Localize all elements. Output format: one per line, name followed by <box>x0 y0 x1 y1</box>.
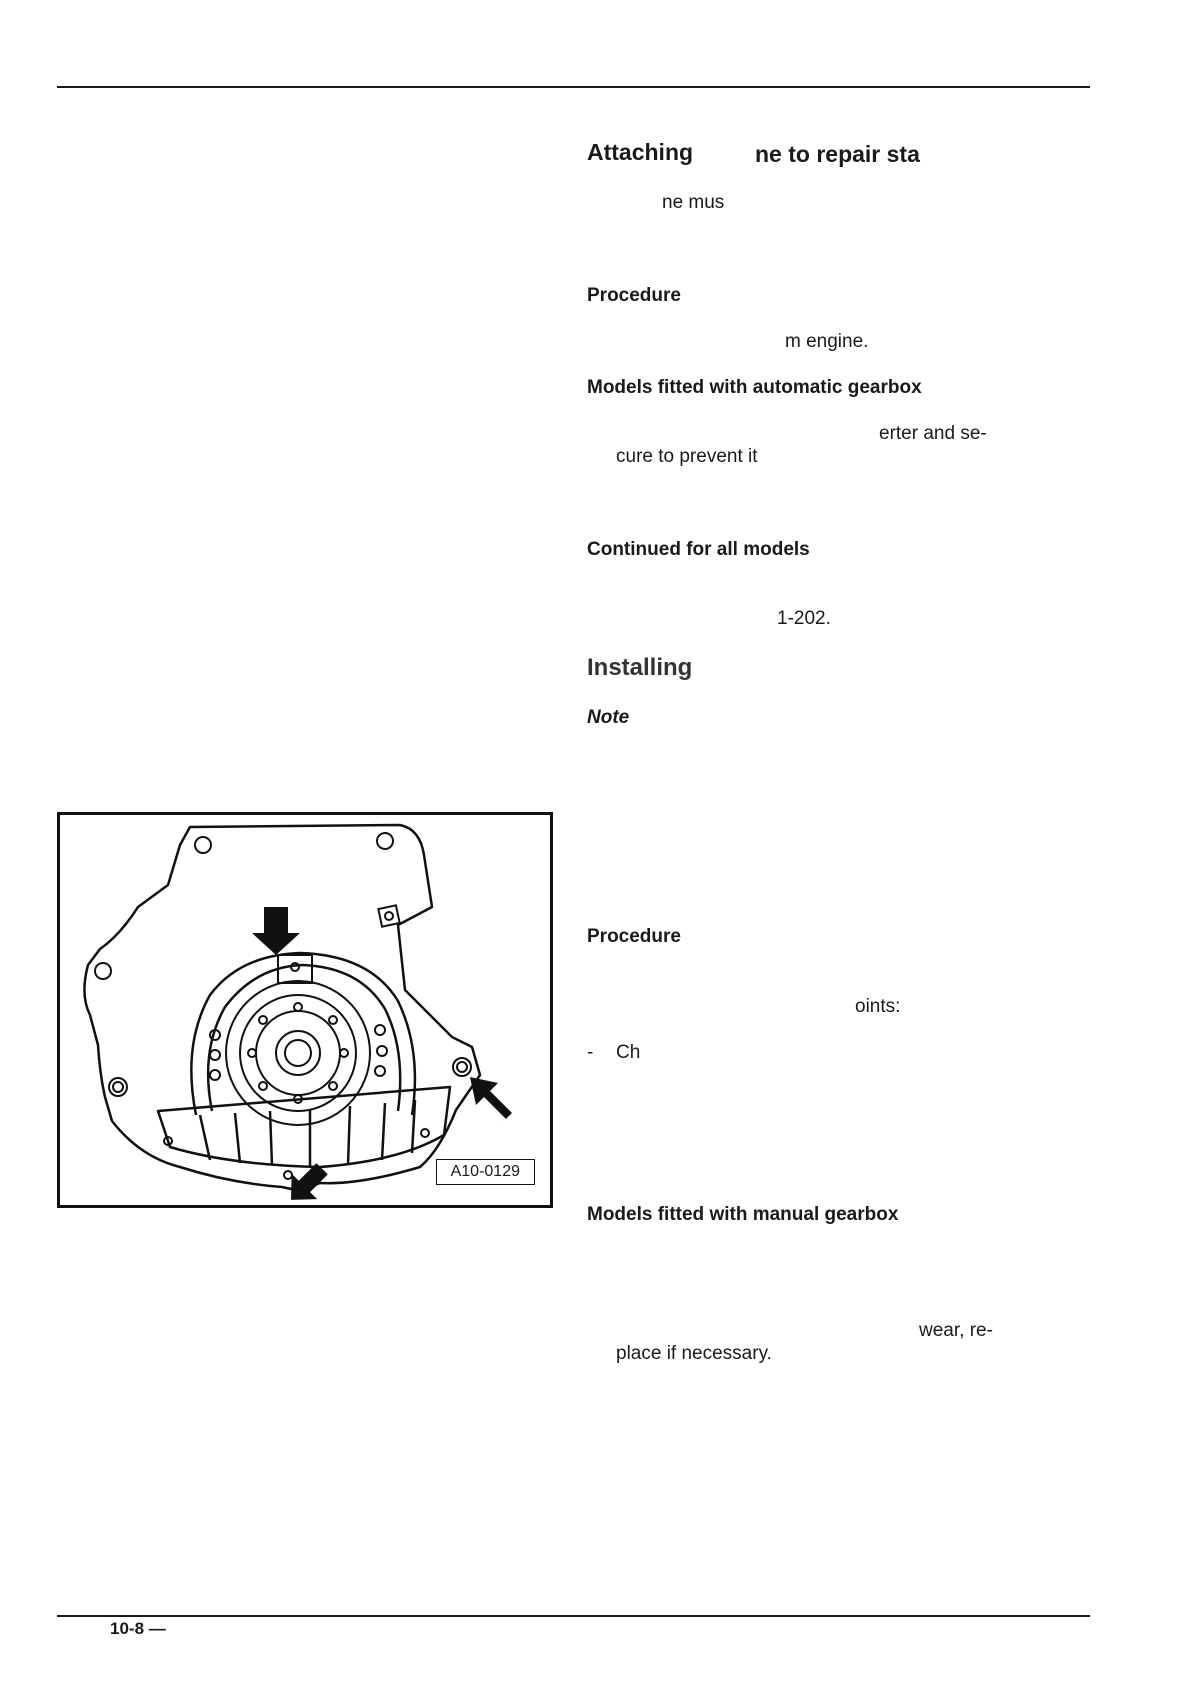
seal-housing-inner <box>208 965 400 1111</box>
hub-outer <box>276 1031 320 1075</box>
text-line-4: cure to prevent it <box>616 446 758 467</box>
subheading-procedure-2: Procedure <box>587 926 681 947</box>
text-line-6: oints: <box>855 996 901 1017</box>
header-rule <box>57 86 1090 88</box>
bullet-text: Ch <box>616 1042 641 1063</box>
text-line-7: wear, re- <box>919 1320 993 1341</box>
heading-attaching: Attaching <box>587 139 694 165</box>
plate-outline <box>84 825 480 1191</box>
page-number: 10-8 — <box>110 1619 166 1638</box>
text-line-1: ne mus <box>662 192 725 213</box>
engine-drawing <box>60 815 550 1205</box>
subheading-models-automatic: Models fitted with automatic gearbox <box>587 377 922 398</box>
figure-label: A10-0129 <box>436 1159 535 1185</box>
subheading-procedure-1: Procedure <box>587 285 681 306</box>
subheading-continued-all-models: Continued for all models <box>587 539 810 560</box>
arrow-bottom-right <box>470 1077 512 1125</box>
arrow-top <box>252 907 300 955</box>
marked-bolt-left <box>109 1078 127 1096</box>
mounting-hole-top-right <box>377 833 393 849</box>
heading-installing: Installing <box>587 654 693 681</box>
arrow-bottom-left <box>278 1156 335 1205</box>
note-label: Note <box>587 707 630 728</box>
text-line-3: erter and se- <box>879 423 987 444</box>
engine-figure <box>57 812 553 1208</box>
mounting-hole-top-left <box>195 837 211 853</box>
bullet-dash: - <box>587 1042 594 1063</box>
marked-bolt-right <box>453 1058 471 1076</box>
subheading-models-manual: Models fitted with manual gearbox <box>587 1204 899 1225</box>
text-line-5: 1-202. <box>777 608 831 629</box>
footer-rule <box>57 1615 1090 1617</box>
mounting-hole-left <box>95 963 111 979</box>
heading-repair-stand: ne to repair sta <box>755 141 920 167</box>
text-line-2: m engine. <box>785 331 869 352</box>
text-line-8: place if necessary. <box>616 1343 772 1364</box>
